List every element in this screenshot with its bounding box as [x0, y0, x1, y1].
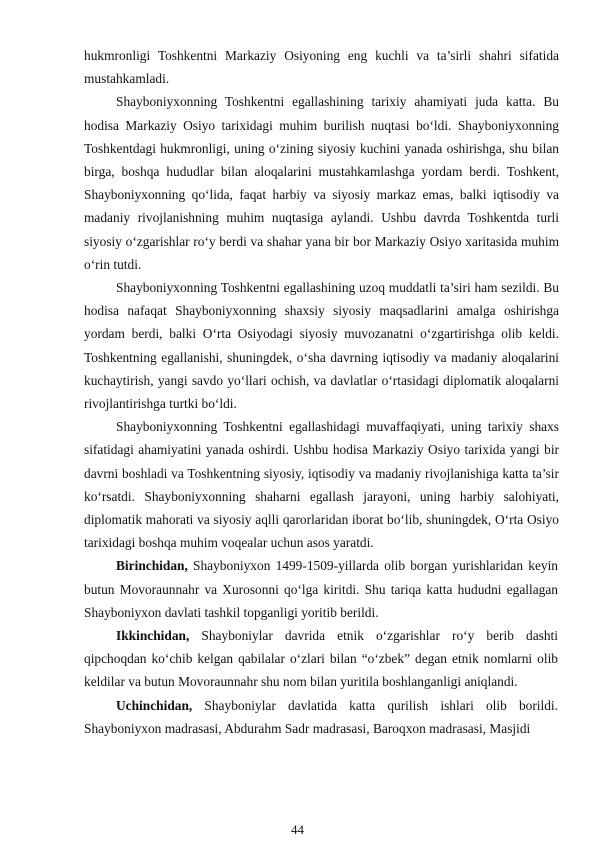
- paragraph-continuation: hukmronligi Toshkentni Markaziy Osiyoning eng kuchli va ta’sirli shahri sifatida mustahkamladi.: [84, 48, 559, 87]
- first-lead: Birinchidan,: [116, 558, 188, 574]
- third-lead: Uchinchidan,: [116, 697, 193, 713]
- document-body: [84, 44, 559, 740]
- first-text: Shayboniyxon 1499-1509-yillarda olib borgan yurishlaridan keyin butun Movoraunnahr va Xurosonni qo‘lga kiritdi. Shu tariqa katta hududni egallagan Shayboniyxon davlati tashkil topganligi yoritib berildi.: [84, 558, 558, 620]
- paragraph-third-conclusion: [84, 694, 558, 740]
- paragraph-historical-significance: Shayboniyxonning Toshkentni egallashining tarixiy ahamiyati juda katta. Bu hodisa Markaziy Osiyo tarixidagi muhim burilish nuqtasi bo‘ldi. Shayboniyxonning Toshkentdagi hukmronligi, uning o‘zining siyosiy kuchini yanada oshirishga, shu bilan birga, boshqa hududlar bilan aloqalarini mustahkamlashga yordam berdi. Toshkent, Shayboniyxonning qo‘lida, faqat harbiy va siyosiy markaz emas, balki iqtisodiy va madaniy rivojlanishning muhim nuqtasiga aylandi. Ushbu davrda Toshkentda turli siyosiy o‘zgarishlar ro‘y berdi va shahar yana bir bor Markaziy Osiyo xaritasida muhim o‘rin tutdi.: [84, 94, 559, 272]
- paragraph-first-conclusion: [84, 554, 558, 624]
- second-text: Shayboniylar davrida etnik o‘zgarishlar ro‘y berib dashti qipchoqdan ko‘chib kelgan qabilalar o‘zlari bilan “o‘zbek” degan etnik nomlarni olib keldilar va butun Movoraunnahr shu nom bilan yuritila boshlanganligi aniqlandi.: [84, 628, 558, 690]
- paragraph-second-conclusion: [84, 624, 558, 694]
- page-number: 44: [291, 822, 304, 837]
- paragraph-long-term-impact: Shayboniyxonning Toshkentni egallashining uzoq muddatli ta’siri ham sezildi. Bu hodisa nafaqat Shayboniyxonning shaxsiy siyosiy maqsadlarini amalga oshirishga yordam berdi, balki O‘rta Osiyodagi siyosiy muvozanatni o‘zgartirishga olib keldi. Toshkentning egallanishi, shuningdek, o‘sha davrning iqtisodiy va madaniy aloqalarini kuchaytirish, yangi savdo yo‘llari ochish, va davlatlar o‘rtasidagi diplomatik aloqalarni rivojlantirishga turtki bo‘ldi.: [84, 280, 559, 412]
- second-lead: Ikkinchidan,: [116, 628, 190, 644]
- third-text: Shayboniylar davlatida katta qurilish ishlari olib borildi. Shayboniyxon madrasasi, Abdurahm Sadr madrasasi, Baroqxon madrasasi, Masjidi: [84, 697, 558, 736]
- paragraph-success: Shayboniyxonning Toshkentni egallashidagi muvaffaqiyati, uning tarixiy shaxs sifatidagi ahamiyatini yanada oshirdi. Ushbu hodisa Markaziy Osiyo tarixida yangi bir davrni boshladi va Toshkentning siyosiy, iqtisodiy va madaniy rivojlanishiga katta ta’sir ko‘rsatdi. Shayboniyxonning shaharni egallash jarayoni, uning harbiy salohiyati, diplomatik mahorati va siyosiy aqlli qarorlaridan iborat bo‘lib, shuningdek, O‘rta Osiyo tarixidagi boshqa muhim voqealar uchun asos yaratdi.: [84, 419, 559, 551]
